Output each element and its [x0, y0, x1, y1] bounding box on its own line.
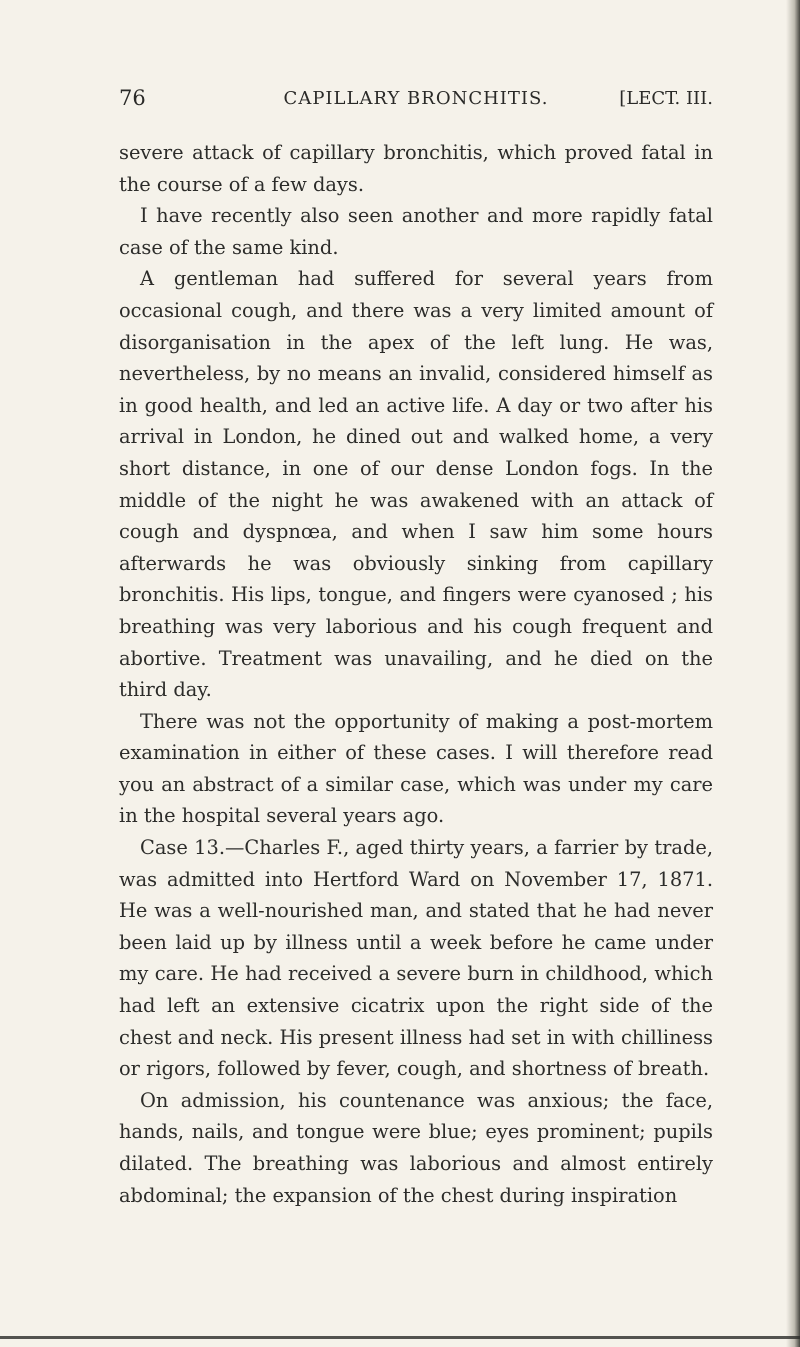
paragraph: I have recently also seen another and more rapidly fatal case of the same kind. [119, 204, 713, 259]
bottom-edge-line [0, 1336, 800, 1339]
section-mark: [LECT. III. [619, 88, 713, 109]
paragraph: A gentleman had suffered for several years from occasional cough, and there was a very limited amount of disorganisation in the apex of the left lung. He was, nevertheless, by no means an invalid, considered himself as in good health, and led an active life. A day or two after his arrival in London, he dined out and walked home, a very short distance, in one of our dense London fogs. In the middle of the night he was awakened with an attack of cough and dyspnœa, and when I saw him some hours afterwards he was obviously sinking from capillary bronchitis. His lips, tongue, and fingers were cyanosed ; his breathing was very laborious and his cough frequent and abortive. Treatment was unavailing, and he died on the third day. [119, 267, 713, 702]
body-text [119, 137, 713, 1211]
running-title: CAPILLARY BRONCHITIS. [283, 88, 549, 109]
page-edge-shadow [786, 0, 800, 1347]
page-number: 76 [119, 86, 146, 110]
paragraph: There was not the opportunity of making a post-mortem examination in either of these cases. I will therefore read you an abstract of a similar case, which was under my care in the hospital several years ago. [119, 709, 713, 828]
paragraph: Case 13.—Charles F., aged thirty years, a farrier by trade, was admitted into Hertford Ward on November 17, 1871. He was a well-nourished man, and stated that he had never been laid up by illness until a week before he came under my care. He had received a severe burn in childhood, which had left an extensive cicatrix upon the right side of the chest and neck. His present illness had set in with chilliness or rigors, followed by fever, cough, and shortness of breath. [119, 836, 713, 1081]
running-header [119, 86, 713, 120]
paragraph: severe attack of capillary bronchitis, which proved fatal in the course of a few days. [119, 141, 713, 196]
paragraph: On admission, his countenance was anxious; the face, hands, nails, and tongue were blue; eyes prominent; pupils dilated. The breathing was laborious and almost entirely abdominal; the expansion of the chest during inspiration [119, 1088, 713, 1207]
